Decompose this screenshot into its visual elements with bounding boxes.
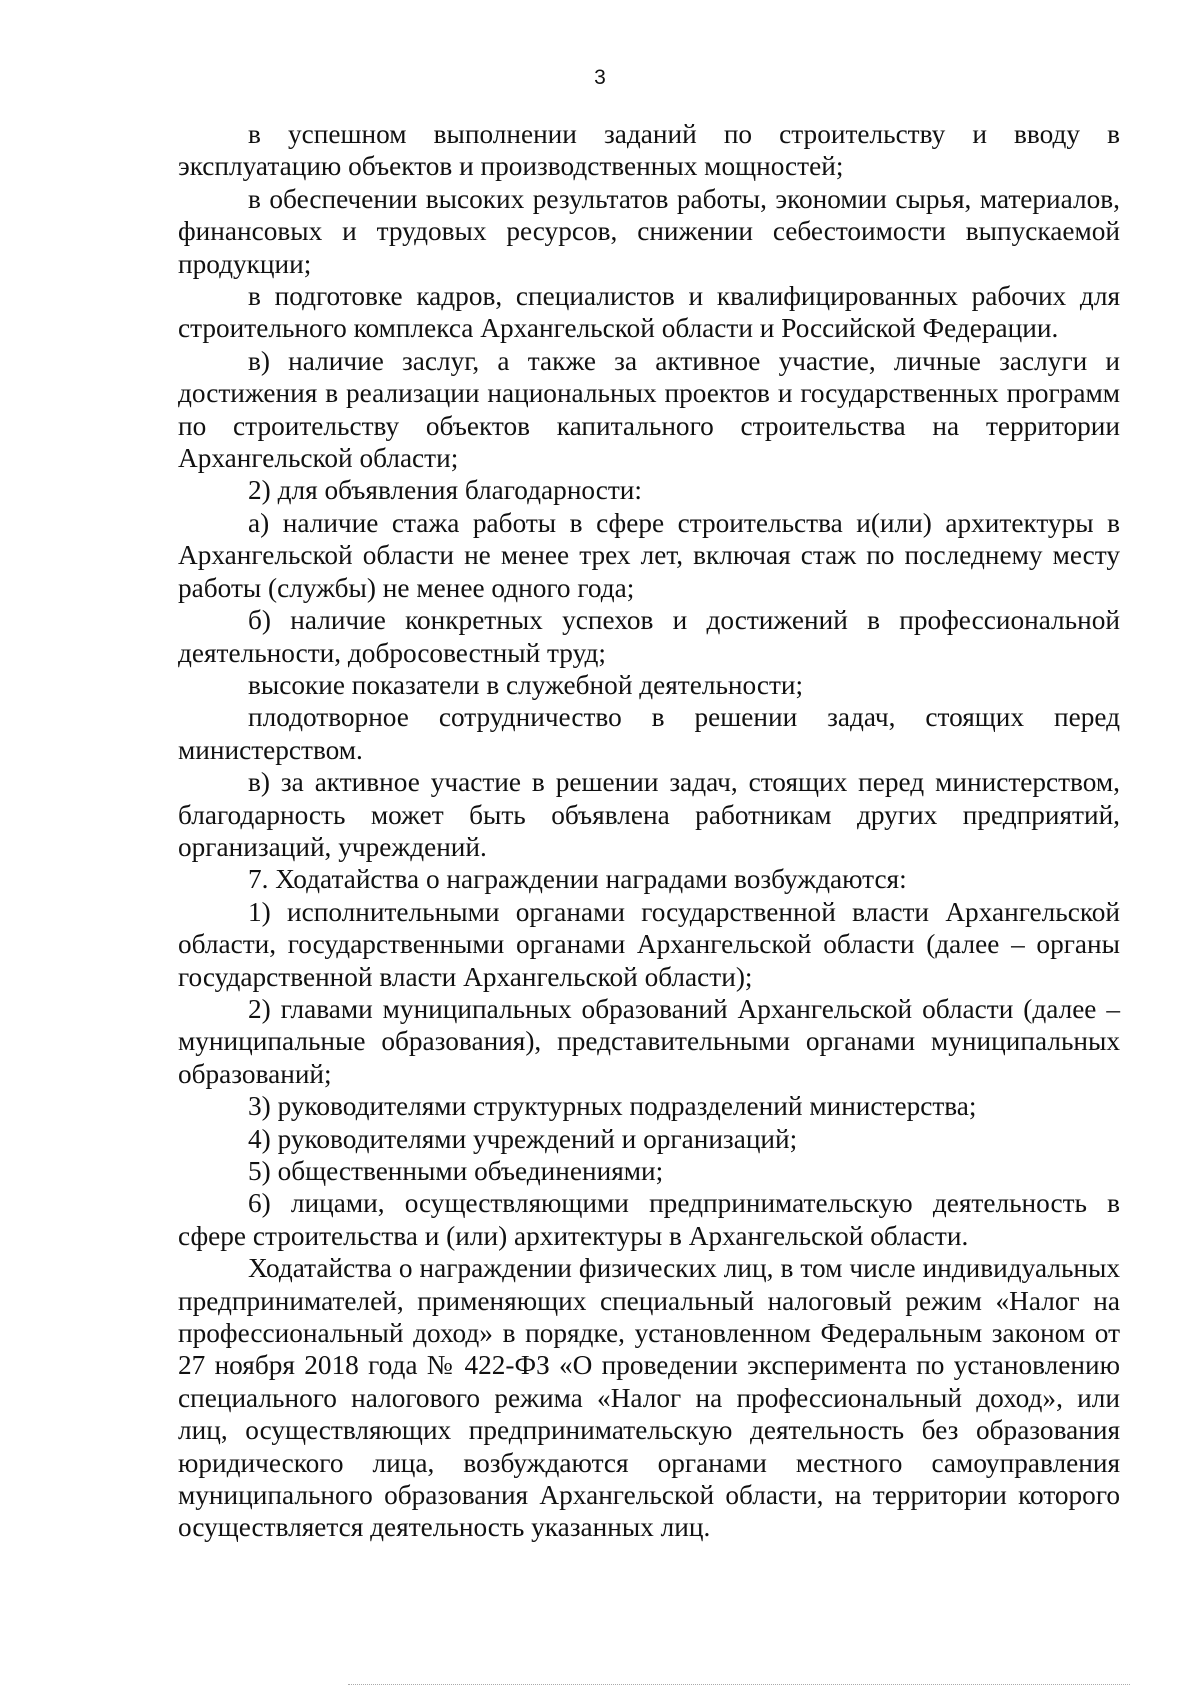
- paragraph: 2) главами муниципальных образований Архангельской области (далее – муниципальные образования), представительными органами муниципальных образований;: [178, 993, 1120, 1089]
- paragraph: 4) руководителями учреждений и организаций;: [248, 1123, 798, 1154]
- document-body: [178, 118, 1120, 1544]
- paragraph: 5) общественными объединениями;: [248, 1156, 664, 1186]
- paragraph: в успешном выполнении заданий по строительству и вводу в эксплуатацию объектов и производственных мощностей;: [178, 119, 1120, 182]
- paragraph: 3) руководителями структурных подразделений министерства;: [248, 1091, 977, 1122]
- paragraph: плодотворное сотрудничество в решении задач, стоящих перед министерством.: [178, 702, 1120, 765]
- paragraph: высокие показатели в служебной деятельности;: [248, 669, 804, 700]
- paragraph: б) наличие конкретных успехов и достижений в профессиональной деятельности, добросовестный труд;: [178, 605, 1120, 668]
- footer-divider: [348, 1684, 1130, 1685]
- paragraph: в) за активное участие в решении задач, стоящих перед министерством, благодарность может быть объявлена работникам других предприятий, организаций, учреждений.: [178, 767, 1120, 862]
- paragraph: в) наличие заслуг, а также за активное участие, личные заслуги и достижения в реализации национальных проектов и государственных программ по строительству объектов капитального строительства на территории Архангельской области;: [178, 345, 1120, 474]
- page-number: 3: [594, 66, 606, 89]
- paragraph: 1) исполнительными органами государственной власти Архангельской области, государственными органами Архангельской области (далее – органы государственной власти Архангельской области);: [178, 896, 1120, 992]
- paragraph: 2) для объявления благодарности:: [248, 475, 642, 506]
- paragraph: 7. Ходатайства о награждении наградами возбуждаются:: [248, 864, 907, 895]
- paragraph: в подготовке кадров, специалистов и квалифицированных рабочих для строительного комплекса Архангельской области и Российской Федерации.: [178, 281, 1120, 344]
- paragraph: в обеспечении высоких результатов работы, экономии сырья, материалов, финансовых и трудовых ресурсов, снижении себестоимости выпускаемой продукции;: [178, 183, 1120, 279]
- paragraph: Ходатайства о награждении физических лиц, в том числе индивидуальных предпринимателей, применяющих специальный налоговый режим «Налог на профессиональный доход» в порядке, установленном Федеральным законом от 27 ноября 2018 года № 422-ФЗ «О проведении эксперимента по установлению специального налогового режима «Налог на профессиональный доход», или лиц, осуществляющих предпринимательскую деятельность без образования юридического лица, возбуждаются органами местного самоуправления муниципального образования Архангельской области, на территории которого осуществляется деятельность указанных лиц.: [178, 1253, 1120, 1543]
- paragraph: 6) лицами, осуществляющими предпринимательскую деятельность в сфере строительства и (или) архитектуры в Архангельской области.: [178, 1188, 1120, 1251]
- paragraph: а) наличие стажа работы в сфере строительства и(или) архитектуры в Архангельской области не менее трех лет, включая стаж по последнему месту работы (службы) не менее одного года;: [178, 507, 1120, 603]
